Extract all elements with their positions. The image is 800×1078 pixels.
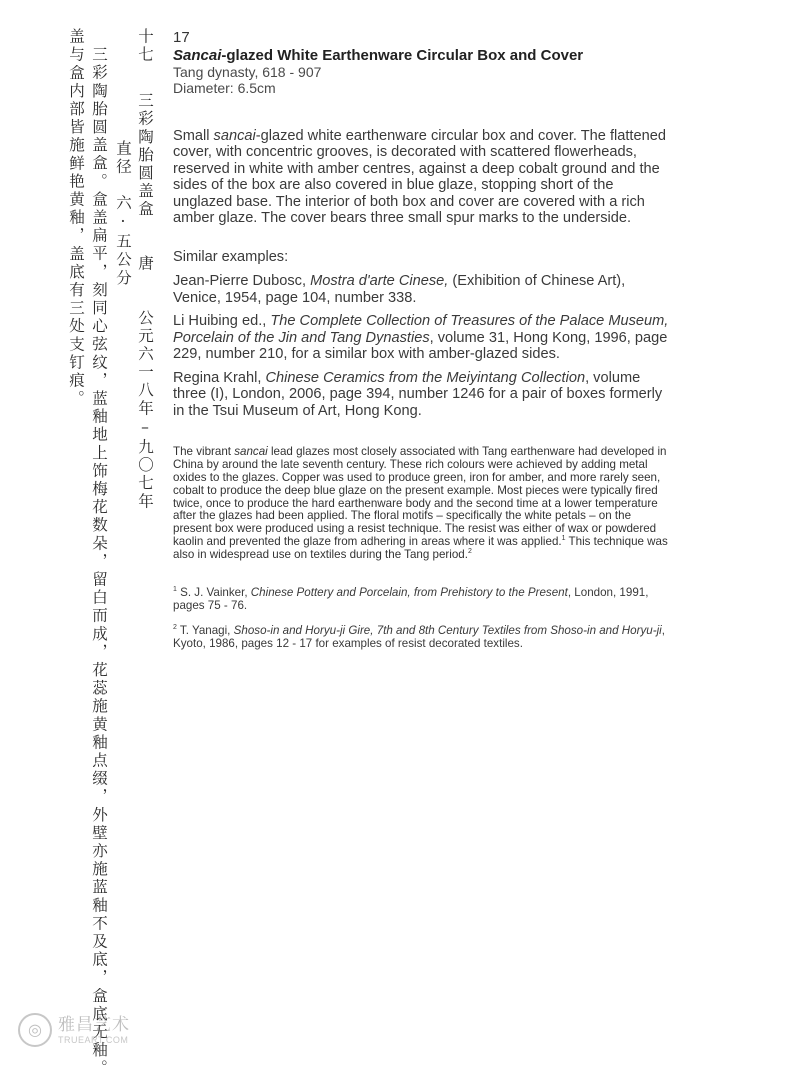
reference-1: [173, 273, 673, 306]
lot-title: [173, 47, 673, 64]
footnote-ref-1: 1: [561, 535, 566, 543]
ref3-title: Chinese Ceramics from the Meiyintang Collection: [265, 369, 586, 386]
watermark: [18, 1013, 130, 1047]
ref2-author: Li Huibing ed.,: [173, 313, 271, 330]
ref3-author: Regina Krahl,: [173, 369, 266, 386]
fn1-title: Chinese Pottery and Porcelain, from Prehistory to the Present: [250, 585, 568, 599]
chinese-description-2: 盖与盒内部皆施鲜艳黄釉，盖底有三处支钉痕。: [67, 28, 85, 409]
fn2-title: Shoso-in and Horyu-ji Gire, 7th and 8th Century Textiles from Shoso-in and Horyu-ji: [233, 623, 662, 637]
desc-italic: sancai: [213, 128, 256, 144]
desc-part-2: -glazed white earthenware circular box and cover. The flattened cover, with concentric grooves, is decorated with scattered flowerheads, reserved in white with amber centres, against a deep cobalt ground and the sides of the box are also covered in blue glaze, stopping short of the unglazed base. The interior of both box and cover are covered with a rich amber glaze. The cover bears three small spur marks to the underside.: [173, 128, 666, 227]
footnote-1-number: 1: [173, 585, 177, 593]
lot-title-italic: Sancai: [173, 47, 222, 64]
fn1-details: , London, 1991, pages 75 - 76.: [173, 585, 649, 612]
circle-logo-icon: ◎: [18, 1013, 52, 1047]
ref1-author: Jean-Pierre Dubosc,: [173, 273, 311, 290]
similar-examples-heading: Similar examples:: [173, 249, 289, 266]
footnote-1: [173, 586, 673, 612]
ref1-title: Mostra d'arte Cinese,: [310, 273, 449, 290]
watermark-cn: 雅昌艺术: [58, 1014, 130, 1035]
essay-part-c: This technique was also in widespread use on textiles during the Tang period.: [173, 535, 668, 561]
english-catalogue-entry: [173, 30, 673, 650]
watermark-en: TRUEART.COM: [58, 1034, 129, 1045]
essay-part-b: lead glazes most closely associated with Tang earthenware had developed in China by around the late seventh century. These rich colours were achieved by adding metal oxides to the glazes. Copper was used to produce green, iron for amber, and more rarely seen, cobalt to produce the deep blue glaze on the present example. Most pieces were typically fired twice, once to produce the hard earthenware body and the second time at a lower temperature after the glazes had been applied. The floral motifs – specifically the white petals – on the present box were produced using a resist technique. The resist was either of wax or powdered kaolin and prevented the glaze from adhering in areas where it was applied.: [173, 445, 667, 549]
chinese-description-1: 三彩陶胎圆盖盒。盒盖扁平，刻同心弦纹，蓝釉地上饰梅花数朵，留白而成，花蕊施黄釉点缀，外壁亦施蓝釉不及底，盒底无釉。: [90, 46, 108, 1078]
dynasty: Tang dynasty, 618 - 907: [173, 64, 322, 80]
footnote-ref-2: 2: [467, 547, 472, 555]
description: [173, 128, 673, 226]
essay-italic: sancai: [234, 445, 268, 459]
chinese-lot-number: 十七: [136, 28, 154, 65]
desc-part-1: Small: [173, 128, 214, 144]
reference-3: [173, 370, 673, 420]
reference-2: [173, 313, 673, 363]
chinese-title-date: 三彩陶胎圆盖盒 唐 公元六一八年–九〇七年: [136, 92, 154, 511]
lot-title-rest: -glazed White Earthenware Circular Box and Cover: [221, 47, 584, 64]
lot-number: 17: [173, 29, 190, 46]
chinese-dimensions: 直径 六·五公分: [114, 140, 132, 288]
diameter: Diameter: 6.5cm: [173, 80, 276, 96]
footnote-2-number: 2: [173, 623, 177, 631]
ref2-details: , volume 31, Hong Kong, 1996, page 229, number 210, for a similar box with amber-glazed sides.: [173, 329, 668, 363]
fn2-author: T. Yanagi,: [176, 623, 234, 637]
essay-paragraph: [173, 446, 668, 561]
fn1-author: S. J. Vainker,: [176, 585, 251, 599]
essay-part-a: The vibrant: [173, 445, 235, 459]
fn2-details: , Kyoto, 1986, pages 12 - 17 for examples of resist decorated textiles.: [173, 623, 665, 650]
ref1-details: (Exhibition of Chinese Art), Venice, 1954, page 104, number 338.: [173, 273, 626, 306]
ref3-details: , volume three (I), London, 2006, page 394, number 1246 for a pair of boxes formerly in the Tsui Museum of Art, Hong Kong.: [173, 369, 663, 419]
footnote-2: [173, 624, 673, 650]
ref2-title: The Complete Collection of Treasures of the Palace Museum, Porcelain of the Jin and Tang Dynasties: [173, 313, 669, 346]
